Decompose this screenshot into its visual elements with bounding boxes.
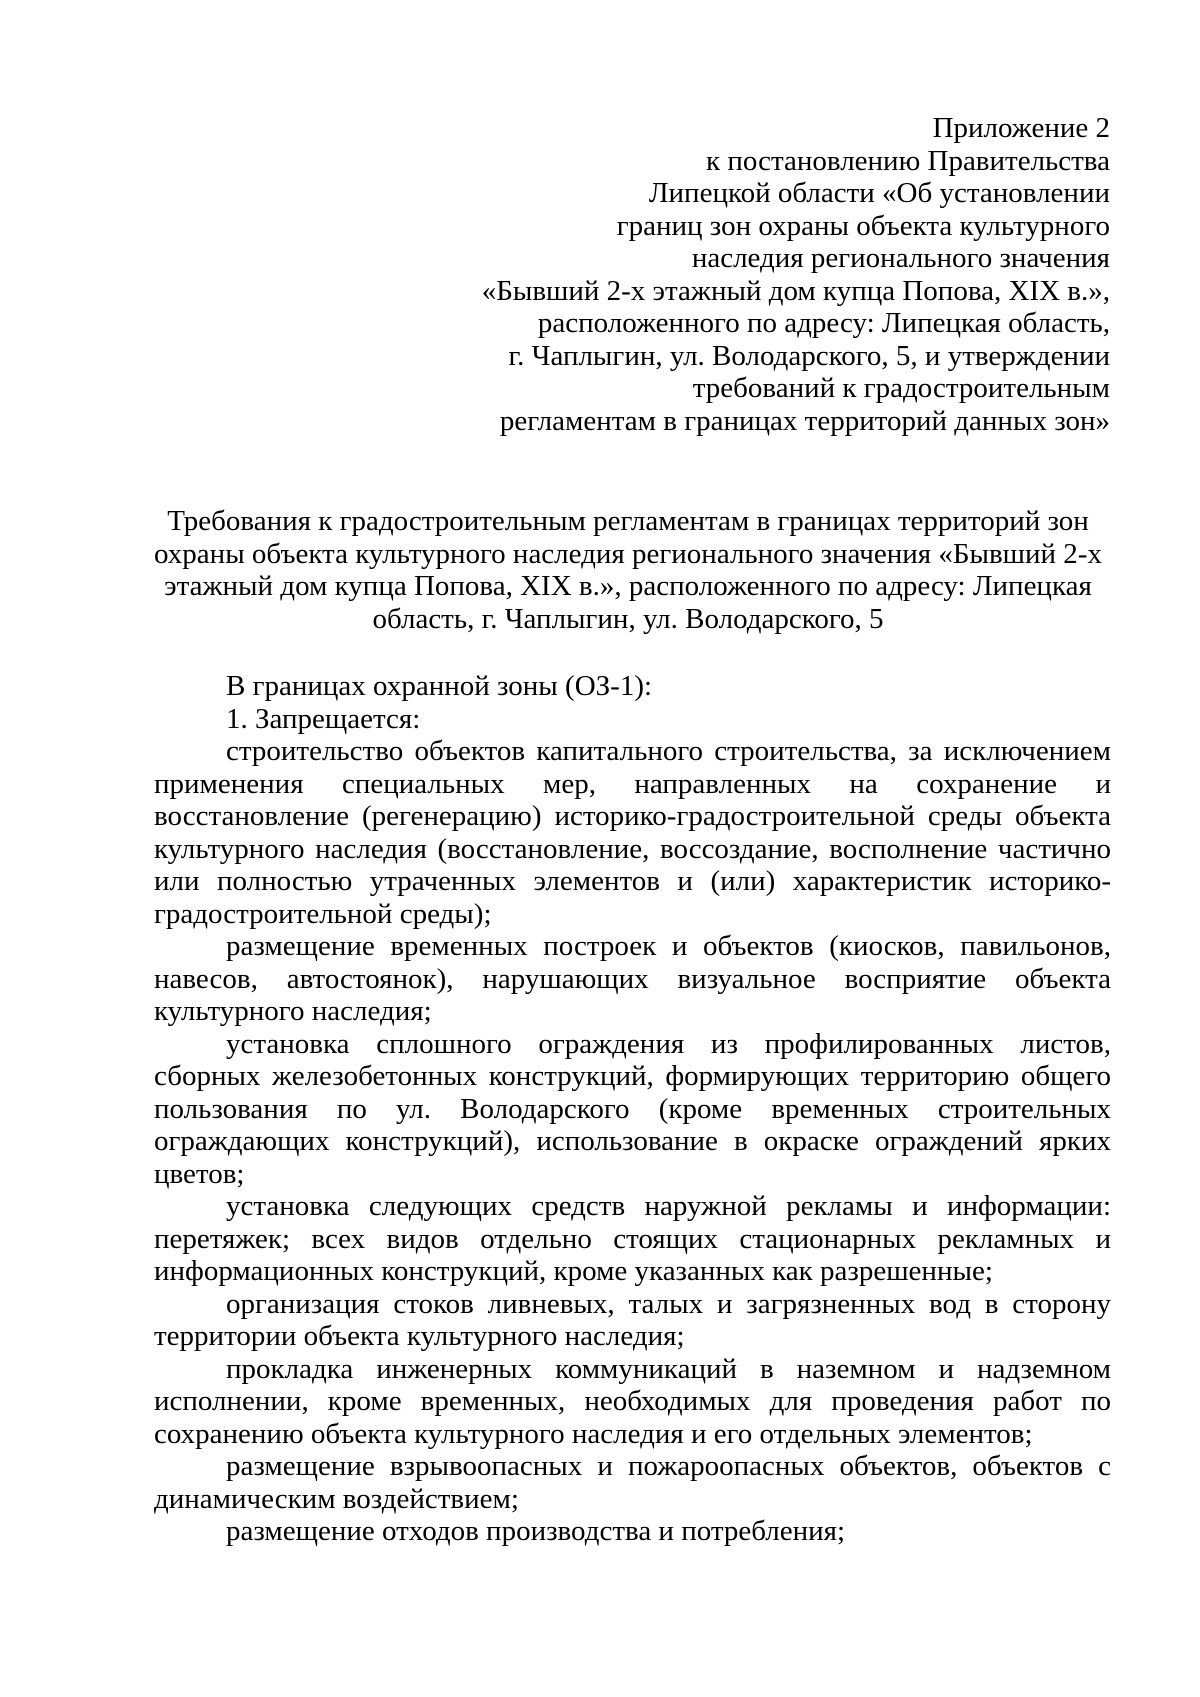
appendix-line: Приложение 2 [932, 112, 1110, 144]
appendix-line: границ зон охраны объекта культурного [616, 209, 1110, 242]
appendix-line: Липецкой области «Об установлении [648, 177, 1110, 209]
title-line: область, г. Чаплыгин, ул. Володарского, 5 [372, 602, 884, 635]
prohibition-item: установка сплошного ограждения из профилированных листов, сборных железобетонных конструкций, формирующих территорию общего пользования по ул. Володарского (кроме временных строительных ограждающих конструкций), использование в окраске ограждений ярких цветов; [154, 1027, 1111, 1190]
appendix-line: регламентам в границах территорий данных зон» [499, 404, 1110, 437]
title-line: этажный дом купца Попова, XIX в.», расположенного по адресу: Липецкая [164, 570, 1092, 602]
zone-heading: В границах охранной зоны (ОЗ-1): [226, 670, 653, 702]
prohibition-item: организация стоков ливневых, талых и загрязненных вод в сторону территории объекта культурного наследия; [154, 1287, 1111, 1352]
prohibition-item: размещение взрывоопасных и пожароопасных объектов, объектов с динамическим воздействием; [154, 1450, 1111, 1515]
title-line: охраны объекта культурного наследия регионального значения «Бывший 2-х [154, 537, 1102, 570]
prohibition-item: прокладка инженерных коммуникаций в наземном и надземном исполнении, кроме временных, необходимых для проведения работ по сохранению объекта культурного наследия и его отдельных элементов; [154, 1352, 1111, 1450]
appendix-line: расположенного по адресу: Липецкая область, [537, 307, 1110, 339]
appendix-line: к постановлению Правительства [706, 144, 1110, 177]
appendix-line: г. Чаплыгин, ул. Володарского, 5, и утверждении [508, 339, 1110, 372]
appendix-line: требований к градостроительным [692, 372, 1110, 404]
title-line: Требования к градостроительным регламентам в границах территорий зон [167, 505, 1089, 537]
appendix-line: наследия регионального значения [691, 242, 1110, 274]
document-body [154, 670, 1111, 1548]
prohibition-item: размещение временных построек и объектов (киосков, павильонов, навесов, автостоянок), нарушающих визуальное восприятие объекта культурного наследия; [154, 930, 1111, 1027]
appendix-block [410, 112, 1110, 437]
document-title [154, 505, 1102, 635]
appendix-line: «Бывший 2-х этажный дом купца Попова, XIX в.», [481, 274, 1110, 307]
prohibition-item: размещение отходов производства и потребления; [226, 1515, 846, 1547]
prohibition-item: установка следующих средств наружной рекламы и информации: перетяжек; всех видов отдельно стоящих стационарных рекламных и информационных конструкций, кроме указанных как разрешенные; [154, 1190, 1111, 1287]
section-heading: 1. Запрещается: [226, 702, 421, 735]
prohibition-item: строительство объектов капитального строительства, за исключением применения специальных мер, направленных на сохранение и восстановление (регенерацию) историко-градостроительной среды объекта культурного наследия (восстановление, воссоздание, восполнение частично или полностью утраченных элементов и (или) характеристик историко-градостроительной среды); [154, 735, 1111, 930]
